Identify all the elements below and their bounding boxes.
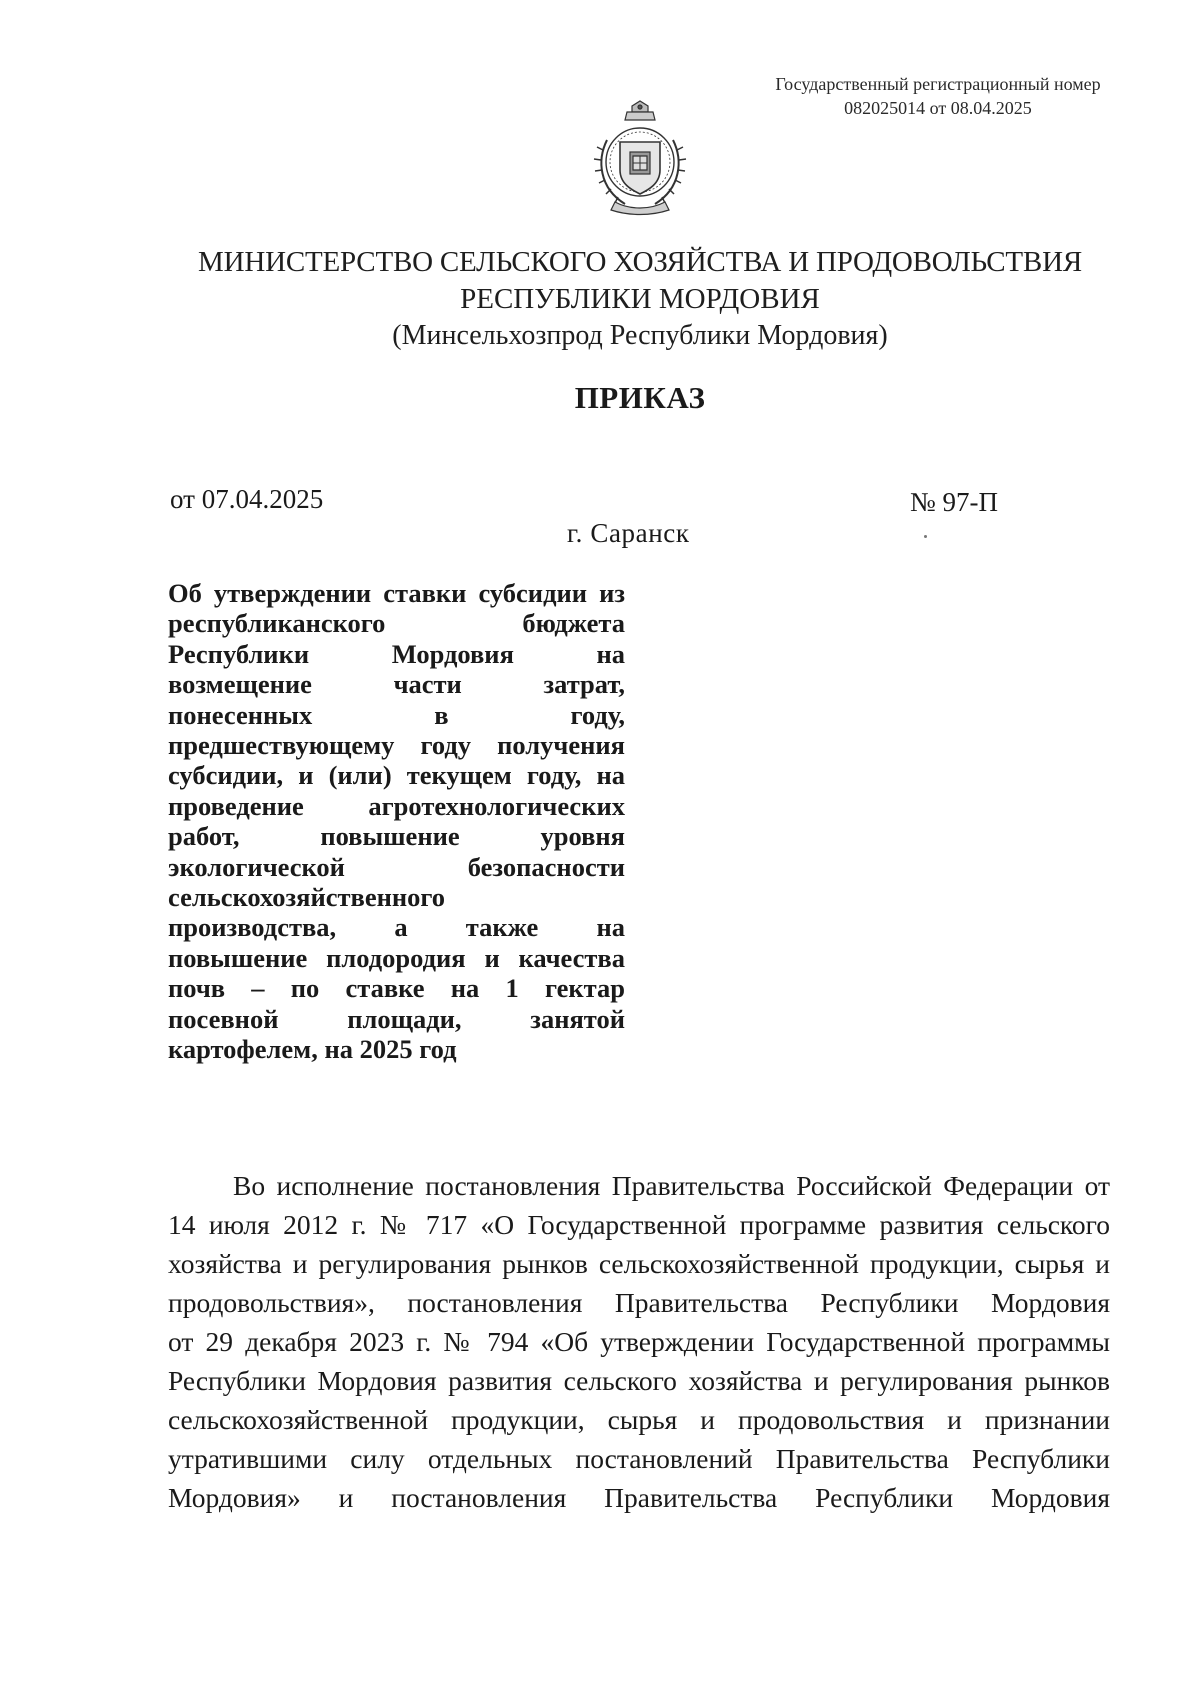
subject-line: сельскохозяйственного (168, 882, 446, 913)
registration-label: Государственный регистрационный номер (775, 74, 1101, 94)
mordovia-coat-of-arms-icon (585, 100, 695, 216)
document-type-title: ПРИКАЗ (574, 380, 706, 415)
preamble-line: Республики Мордовия развития сельского хозяйства и регулирования рынков (168, 1365, 1110, 1396)
registration-number: 082025014 от 08.04.2025 (844, 98, 1032, 118)
scan-speck (924, 535, 927, 538)
order-subject (168, 578, 625, 1065)
ministry-short-name: (Минсельхозпрод Республики Мордовия) (392, 320, 888, 351)
preamble-line: Мордовия» и постановления Правительства Республики Мордовия (168, 1482, 1110, 1513)
subject-line: республиканского бюджета (168, 608, 625, 639)
ministry-name-line2: РЕСПУБЛИКИ МОРДОВИЯ (460, 283, 820, 315)
preamble-line: утратившими силу отдельных постановлений Правительства Республики (168, 1443, 1110, 1474)
preamble-line: Во исполнение постановления Правительства Российской Федерации от (233, 1170, 1110, 1201)
preamble-line: сельскохозяйственной продукции, сырья и продовольствия и признании (168, 1404, 1110, 1435)
subject-line: возмещение части затрат, (168, 669, 625, 700)
subject-line: повышение плодородия и качества (168, 942, 625, 973)
subject-line: экологической безопасности (168, 851, 625, 882)
preamble-line: продовольствия», постановления Правительства Республики Мордовия (168, 1287, 1110, 1318)
preamble-line: 14 июля 2012 г. № 717 «О Государственной программе развития сельского (168, 1209, 1110, 1240)
subject-line: Республики Мордовия на (168, 638, 625, 669)
order-number: № 97-П (910, 487, 999, 517)
order-preamble (168, 1166, 1110, 1517)
subject-line: проведение агротехнологических (168, 790, 625, 821)
subject-line: понесенных в году, (168, 699, 625, 730)
subject-line: предшествующему году получения (168, 730, 625, 761)
subject-line: производства, а также на (168, 912, 625, 943)
subject-line: посевной площади, занятой (168, 1003, 625, 1034)
ministry-name-line1: МИНИСТЕРСТВО СЕЛЬСКОГО ХОЗЯЙСТВА И ПРОДОВОЛЬСТВИЯ (198, 246, 1082, 278)
subject-line: картофелем, на 2025 год (168, 1034, 457, 1065)
registration-stamp (728, 72, 1148, 120)
order-city: г. Саранск (567, 518, 690, 548)
subject-line: Об утверждении ставки субсидии из (168, 578, 625, 608)
order-date: от 07.04.2025 (170, 484, 324, 514)
preamble-line: от 29 декабря 2023 г. № 794 «Об утверждении Государственной программы (168, 1326, 1110, 1357)
subject-line: работ, повышение уровня (168, 821, 625, 852)
subject-line: субсидии, и (или) текущем году, на (168, 760, 625, 791)
subject-line: почв – по ставке на 1 гектар (168, 973, 625, 1004)
preamble-line: хозяйства и регулирования рынков сельскохозяйственной продукции, сырья и (168, 1248, 1110, 1279)
